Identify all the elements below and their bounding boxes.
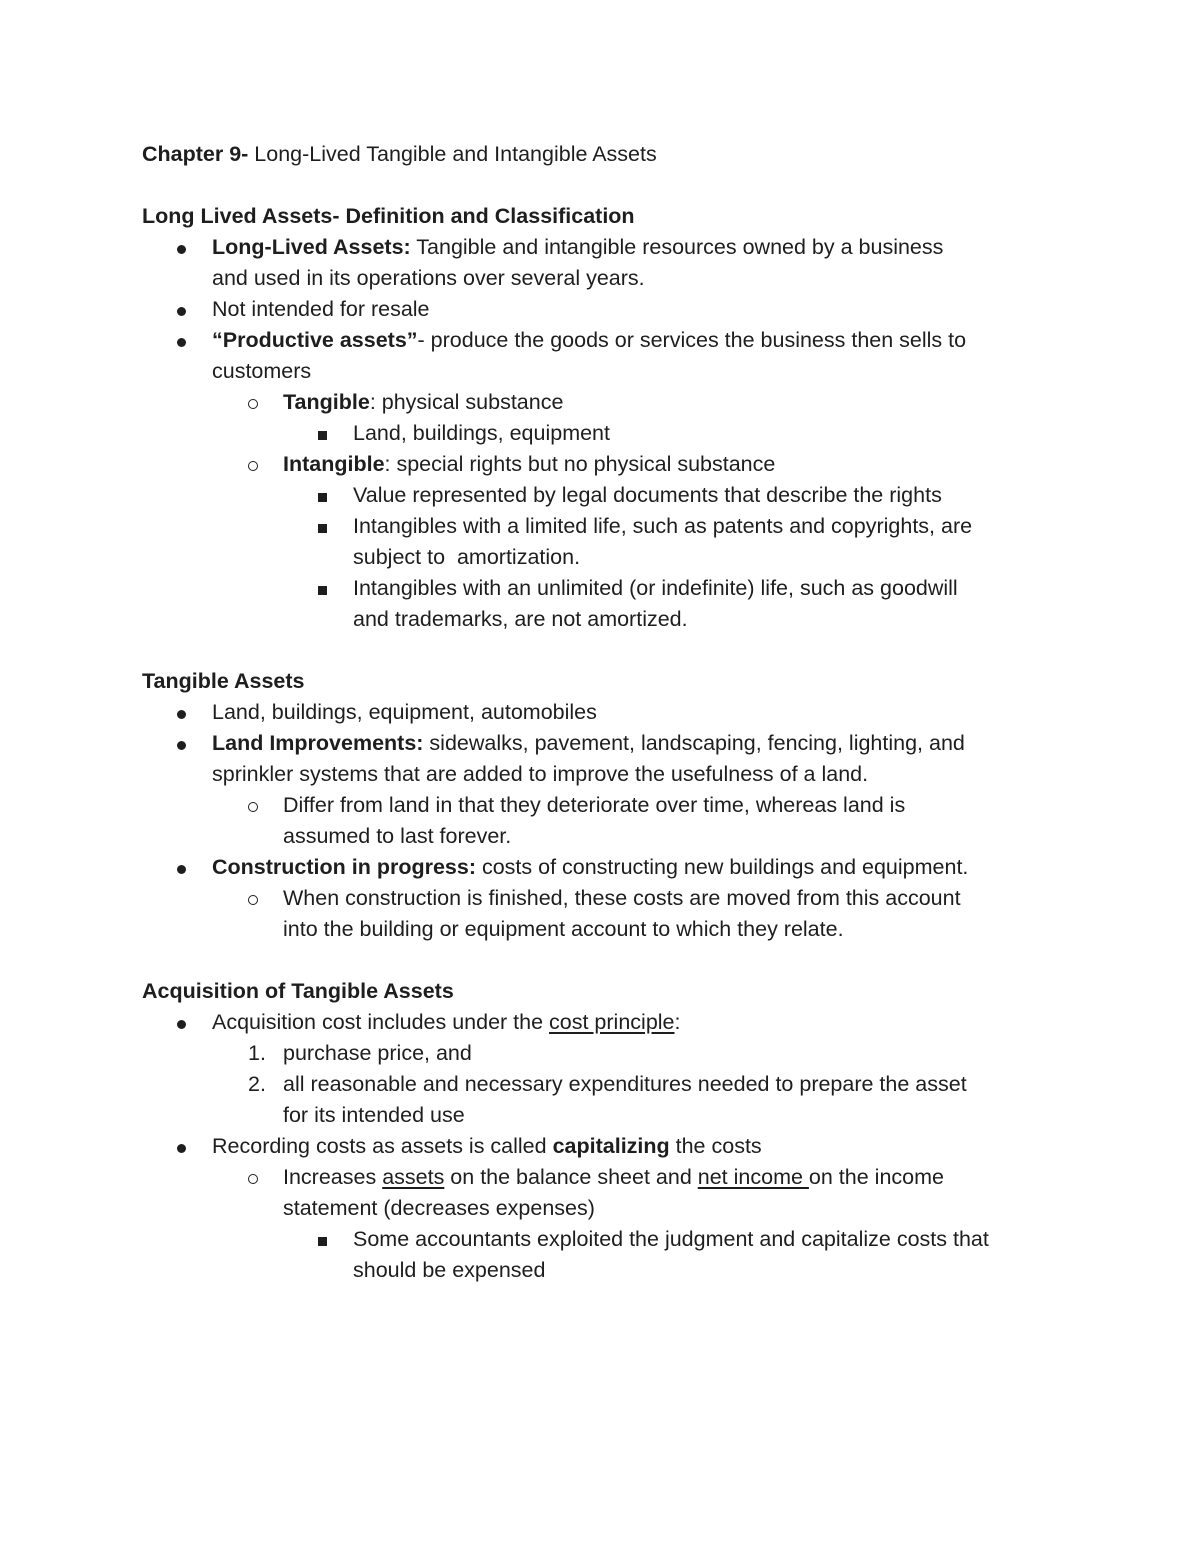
spacer — [142, 945, 1062, 976]
list-item — [142, 1224, 1062, 1255]
section-heading: Long Lived Assets- Definition and Classification — [142, 204, 635, 228]
list-item — [142, 232, 1062, 263]
item-text: Land, buildings, equipment, automobiles — [212, 700, 597, 724]
square-bullet-icon — [318, 418, 327, 449]
definition: : special rights but no physical substance — [384, 452, 776, 476]
item-text: Recording costs as assets is called — [212, 1134, 553, 1158]
square-bullet-icon — [318, 573, 327, 604]
item-text: Land, buildings, equipment — [353, 421, 610, 445]
item-text: all reasonable and necessary expenditures needed to prepare the asset — [283, 1072, 967, 1096]
circle-bullet-icon — [248, 790, 258, 821]
list-item-continuation: assumed to last forever. — [283, 824, 512, 848]
list-item-continuation: statement (decreases expenses) — [283, 1196, 595, 1220]
list-item — [142, 852, 1062, 883]
item-text: Intangibles with a limited life, such as patents and copyrights, are — [353, 514, 973, 538]
list-item — [142, 418, 1062, 449]
list-item — [142, 573, 1062, 604]
list-item — [142, 1007, 1062, 1038]
item-text: on the balance sheet and — [444, 1165, 698, 1189]
chapter-title — [142, 139, 1062, 170]
underlined-term: net income — [697, 1165, 809, 1189]
item-text: purchase price, and — [283, 1041, 472, 1065]
item-number: 1. — [248, 1041, 266, 1065]
square-bullet-icon — [318, 511, 327, 542]
list-item-continuation: and trademarks, are not amortized. — [353, 607, 688, 631]
list-item-continuation: and used in its operations over several years. — [212, 266, 645, 290]
spacer — [142, 170, 1062, 201]
bullet-icon — [177, 294, 186, 325]
bullet-icon — [177, 1007, 186, 1038]
term: Land Improvements: — [212, 731, 424, 755]
term: “Productive assets” — [212, 328, 418, 352]
list-item — [142, 1162, 1062, 1193]
list-item-continuation: sprinkler systems that are added to improve the usefulness of a land. — [212, 762, 869, 786]
list-item-continuation: into the building or equipment account to which they relate. — [283, 917, 844, 941]
list-item-continuation — [142, 542, 1062, 573]
item-text: Increases — [283, 1165, 383, 1189]
list-item-continuation: for its intended use — [283, 1103, 465, 1127]
definition: : physical substance — [369, 390, 564, 414]
list-item-continuation: customers — [212, 359, 312, 383]
item-text: Not intended for resale — [212, 297, 430, 321]
square-bullet-icon — [318, 1224, 327, 1255]
list-item — [142, 883, 1062, 914]
spacer — [142, 635, 1062, 666]
list-item — [142, 387, 1062, 418]
term: capitalizing — [552, 1134, 670, 1158]
item-text: Differ from land in that they deteriorate over time, whereas land is — [283, 793, 906, 817]
bullet-icon — [177, 728, 186, 759]
definition: costs of constructing new buildings and equipment. — [475, 855, 969, 879]
list-item — [142, 697, 1062, 728]
term: Long-Lived Assets: — [212, 235, 411, 259]
list-item — [142, 790, 1062, 821]
term: Tangible — [283, 390, 370, 414]
definition: sidewalks, pavement, landscaping, fencing, lighting, and — [423, 731, 965, 755]
list-item — [142, 325, 1062, 356]
term: Construction in progress: — [212, 855, 476, 879]
list-item — [142, 728, 1062, 759]
bullet-icon — [177, 1131, 186, 1162]
item-number: 2. — [248, 1072, 266, 1096]
list-item — [142, 1131, 1062, 1162]
chapter-name: Long-Lived Tangible and Intangible Assets — [248, 142, 657, 166]
item-text: subject to amortization. — [353, 545, 581, 569]
definition: Tangible and intangible resources owned by a business — [410, 235, 944, 259]
underlined-term: cost principle — [549, 1010, 675, 1034]
circle-bullet-icon — [248, 1162, 258, 1193]
item-text: When construction is finished, these costs are moved from this account — [283, 886, 961, 910]
section-heading: Acquisition of Tangible Assets — [142, 979, 454, 1003]
item-text: Intangibles with an unlimited (or indefinite) life, such as goodwill — [353, 576, 958, 600]
circle-bullet-icon — [248, 883, 258, 914]
document-body — [142, 139, 1062, 1286]
list-item-continuation: should be expensed — [353, 1258, 546, 1282]
item-text: Acquisition cost includes under the — [212, 1010, 550, 1034]
numbered-item — [142, 1069, 1062, 1100]
definition: - produce the goods or services the business then sells to — [417, 328, 967, 352]
list-item — [142, 480, 1062, 511]
underlined-term: assets — [382, 1165, 445, 1189]
circle-bullet-icon — [248, 387, 258, 418]
bullet-icon — [177, 325, 186, 356]
square-bullet-icon — [318, 480, 327, 511]
item-text: on the income — [808, 1165, 944, 1189]
item-text: Some accountants exploited the judgment and capitalize costs that — [353, 1227, 989, 1251]
bullet-icon — [177, 852, 186, 883]
list-item — [142, 449, 1062, 480]
bullet-icon — [177, 697, 186, 728]
item-text: Value represented by legal documents that describe the rights — [353, 483, 942, 507]
chapter-label: Chapter 9- — [142, 142, 249, 166]
bullet-icon — [177, 232, 186, 263]
list-item — [142, 511, 1062, 542]
item-text: the costs — [669, 1134, 762, 1158]
item-text: : — [674, 1010, 681, 1034]
list-item — [142, 294, 1062, 325]
circle-bullet-icon — [248, 449, 258, 480]
term: Intangible — [283, 452, 385, 476]
numbered-item — [142, 1038, 1062, 1069]
section-heading: Tangible Assets — [142, 669, 305, 693]
